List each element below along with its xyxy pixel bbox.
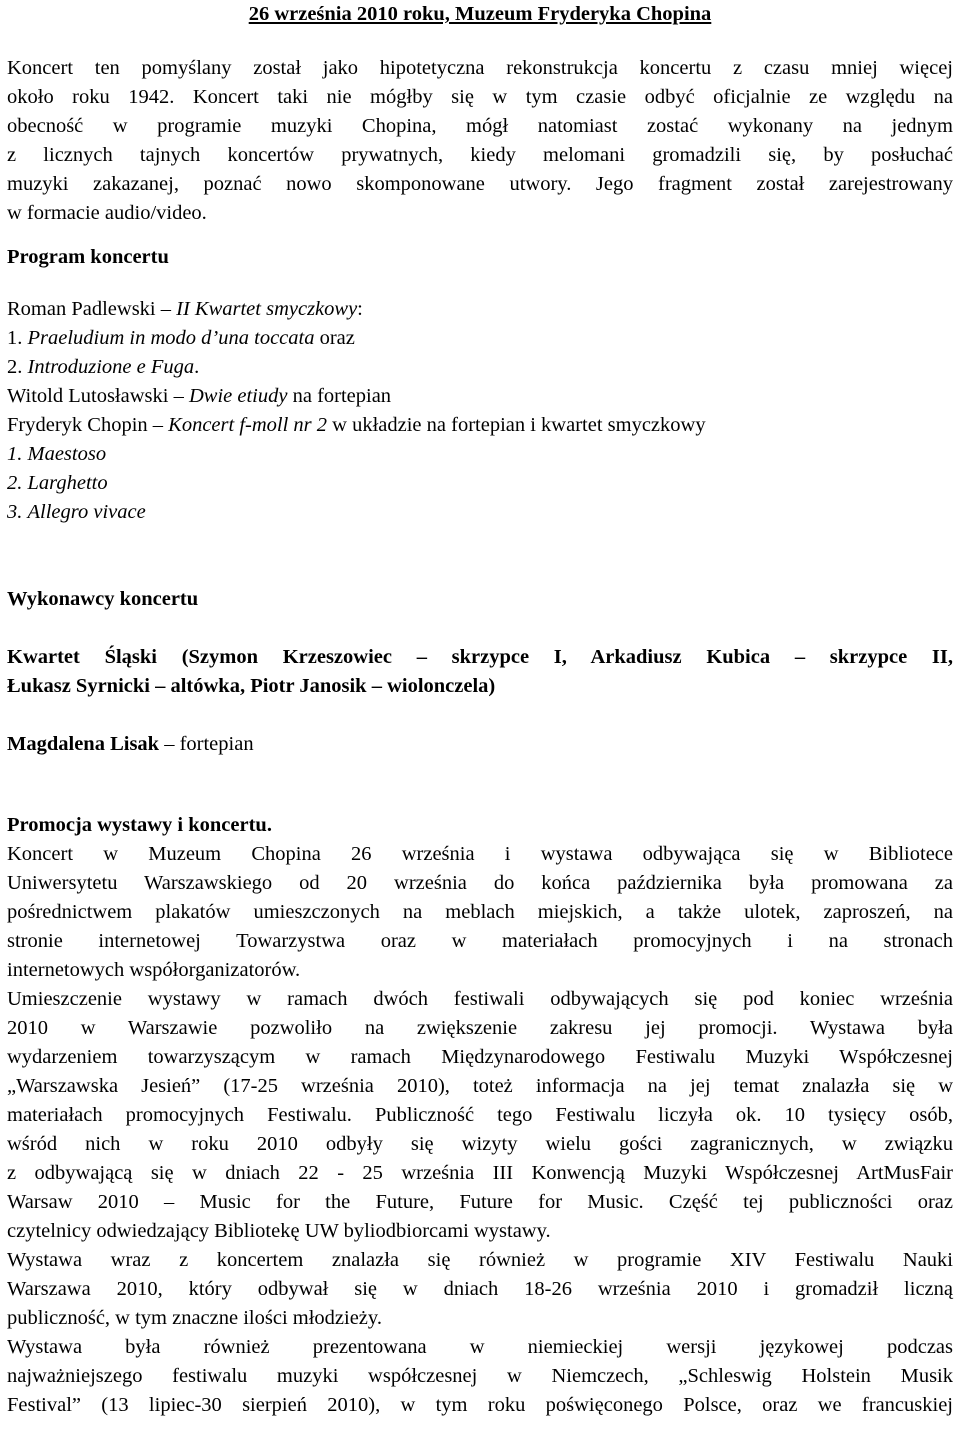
program-heading: Program koncertu (7, 246, 169, 268)
movement-number: 3. (7, 501, 23, 523)
composer-name: Fryderyk Chopin (7, 414, 148, 436)
paragraph-line: wydarzeniem towarzyszącym w ramach Międzynarodowego Festiwalu Muzyki Współczesnej (7, 1046, 953, 1068)
paragraph-line: Festival” (13 lipiec-30 sierpień 2010), w tym roku poświęconego Polsce, oraz we francuskiej (7, 1394, 953, 1416)
program-item (7, 469, 953, 498)
work-title: Praeludium in modo d’una toccata (27, 327, 315, 349)
performers-heading: Wykonawcy koncertu (7, 588, 199, 610)
movement-number: 2. (7, 472, 23, 494)
program-item (7, 440, 953, 469)
paragraph-line: 2010 w Warszawie pozwoliło na zwiększenie zakresu jej promocji. Wystawa była (7, 1017, 953, 1039)
paragraph-line: Warszawa 2010, który odbywał się w dniach 18-26 września 2010 i gromadził liczną (7, 1278, 953, 1300)
work-suffix: : (357, 298, 363, 320)
composer-name: Witold Lutosławski (7, 385, 169, 407)
dash: – (155, 298, 177, 320)
dash: – (168, 385, 189, 407)
paragraph-line: publiczność, w tym znaczne ilości młodzieży. (7, 1307, 382, 1329)
pianist-name: Magdalena Lisak (7, 733, 160, 755)
work-title: Larghetto (27, 472, 108, 494)
paragraph-line: pośrednictwem plakatów umieszczonych na meblach miejskich, a także ulotek, zaproszeń, na (7, 901, 953, 923)
work-suffix: na fortepian (287, 385, 392, 407)
paragraph-line: Umieszczenie wystawy w ramach dwóch festiwali odbywających się pod koniec września (7, 988, 953, 1010)
promotion-paragraph (7, 840, 953, 985)
paragraph-line: Uniwersytetu Warszawskiego od 20 września do końca października była promowana za (7, 872, 953, 894)
paragraph-line: Warsaw 2010 – Music for the Future, Future for Music. Część tej publiczności oraz (7, 1191, 953, 1213)
paragraph-line: Wystawa była również prezentowana w niemieckiej wersji językowej podczas (7, 1336, 953, 1358)
work-suffix: . (194, 356, 200, 378)
paragraph-line: stronie internetowej Towarzystwa oraz w materiałach promocyjnych i na stronach (7, 930, 953, 952)
paragraph-line: Koncert w Muzeum Chopina 26 września i wystawa odbywająca się w Bibliotece (7, 843, 953, 865)
work-title: Dwie etiudy (188, 385, 288, 407)
paragraph-line: najważniejszego festiwalu muzyki współczesnej w Niemczech, „Schleswig Holstein Musik (7, 1365, 953, 1387)
program-item (7, 295, 953, 324)
program-item (7, 411, 953, 440)
paragraph-line: z odbywającą się w dniach 22 - 25 września III Konwencją Muzyki Współczesnej ArtMusFair (7, 1162, 953, 1184)
intro-line: z licznych tajnych koncertów prywatnych, kiedy melomani gromadzili się, by posłuchać (7, 144, 953, 166)
pianist-line (7, 730, 953, 759)
intro-line: obecność w programie muzyki Chopina, mógł natomiast zostać wykonany na jednym (7, 115, 953, 137)
dash: – (147, 414, 169, 436)
paragraph-line: materiałach promocyjnych Festiwalu. Publiczność tego Festiwalu liczyła ok. 10 tysięcy osób, (7, 1104, 953, 1126)
intro-line: Koncert ten pomyślany został jako hipotetyczna rekonstrukcja koncertu z czasu mniej więcej (7, 57, 953, 79)
pianist-role: – fortepian (159, 733, 254, 755)
ensemble-line: Kwartet Śląski (Szymon Krzeszowiec – skrzypce I, Arkadiusz Kubica – skrzypce II, (7, 646, 953, 668)
promotion-paragraph (7, 1246, 953, 1333)
paragraph-line: Wystawa wraz z koncertem znalazła się również w programie XIV Festiwalu Nauki (7, 1249, 953, 1271)
ensemble-paragraph (7, 643, 953, 701)
paragraph-line: wśród nich w roku 2010 odbyły się wizyty wielu gości zagranicznych, w związku (7, 1133, 953, 1155)
movement-number: 1. (7, 443, 23, 465)
ensemble-line: Łukasz Syrnicki – altówka, Piotr Janosik – wiolonczela) (7, 675, 496, 697)
program-list (7, 295, 953, 527)
paragraph-line: czytelnicy odwiedzający Bibliotekę UW byliodbiorcami wystawy. (7, 1220, 551, 1242)
promotion-paragraph (7, 1333, 953, 1420)
intro-line: około roku 1942. Koncert taki nie mógłby się w tym czasie odbyć oficjalnie ze względu na (7, 86, 953, 108)
paragraph-line: „Warszawska Jesień” (17-25 września 2010), toteż informacja na jej temat znalazła się w (7, 1075, 953, 1097)
program-item (7, 382, 953, 411)
composer-name: Roman Padlewski (7, 298, 156, 320)
intro-line: w formacie audio/video. (7, 202, 207, 224)
program-item (7, 498, 953, 527)
paragraph-line: internetowych współorganizatorów. (7, 959, 301, 981)
promotion-paragraph (7, 985, 953, 1246)
work-title: Allegro vivace (27, 501, 146, 523)
movement-number: 2. (7, 356, 23, 378)
work-suffix: w układzie na fortepian i kwartet smyczkowy (327, 414, 706, 436)
program-item (7, 324, 953, 353)
page-title: 26 września 2010 roku, Muzeum Fryderyka Chopina (248, 3, 712, 25)
intro-paragraph (7, 54, 953, 228)
work-title: Introduzione e Fuga (27, 356, 195, 378)
movement-number: 1. (7, 327, 23, 349)
work-title: Koncert f-moll nr 2 (168, 414, 328, 436)
work-suffix: oraz (314, 327, 355, 349)
work-title: II Kwartet smyczkowy (176, 298, 358, 320)
promotion-heading: Promocja wystawy i koncertu. (7, 814, 272, 836)
work-title: Maestoso (27, 443, 107, 465)
intro-line: muzyki zakazanej, poznać nowo skomponowane utwory. Jego fragment został zarejestrowany (7, 173, 953, 195)
program-item (7, 353, 953, 382)
